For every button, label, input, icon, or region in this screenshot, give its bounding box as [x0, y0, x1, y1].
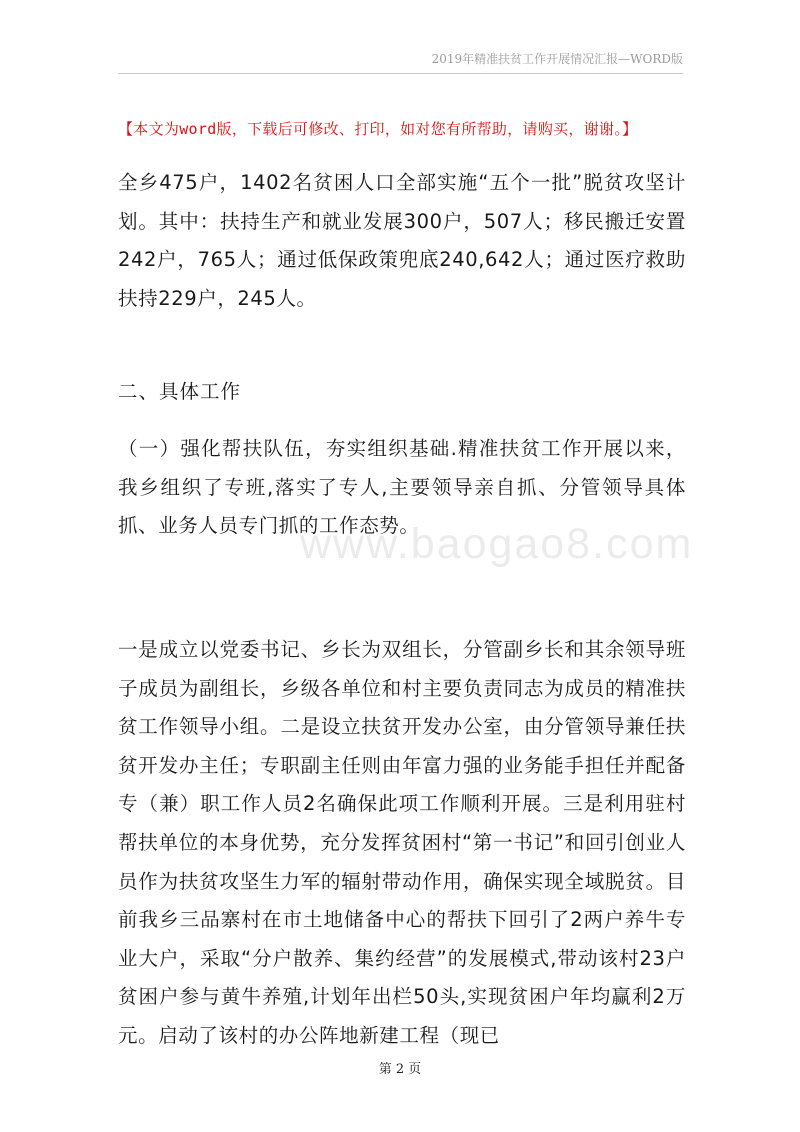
running-header: 2019年精准扶贫工作开展情况汇报—WORD版 [431, 52, 683, 66]
download-notice: 【本文为word版，下载后可修改、打印，如对您有所帮助，请购买，谢谢。】 [118, 120, 638, 138]
section-heading: 二、具体工作 [118, 380, 242, 403]
paragraph-measures: 一是成立以党委书记、乡长为双组长，分管副乡长和其余领导班子成员为副组长，乡级各单位和村主要负责同志为成员的精准扶贫工作领导小组。二是设立扶贫开发办公室，由分管领导兼任扶贫开发办主任；专职副主任则由年富力强的业务能手担任并配备专（兼）职工作人员2名确保此项工作顺利开展。三是利用驻村帮扶单位的本身优势，充分发挥贫困村“第一书记”和回引创业人员作为扶贫攻坚生力军的辐射带动作用，确保实现全域脱贫。目前我乡三品寨村在市土地储备中心的帮扶下回引了2两户养牛专业大户，采取“分户散养、集约经营”的发展模式,带动该村23户贫困户参与黄牛养殖,计划年出栏50头,实现贫困户年均赢利2万元。启动了该村的办公阵地新建工程（现已 [118, 638, 686, 1047]
page-number: 第 2 页 [378, 1062, 422, 1077]
paragraph-statistics: 全乡475户，1402名贫困人口全部实施“五个一批”脱贫攻坚计划。其中：扶持生产和就业发展300户，507人；移民搬迁安置242户，765人；通过低保政策兜底240,642人；通过医疗救助扶持229户，245人。 [118, 171, 686, 310]
header-divider [118, 73, 683, 74]
watermark: www.baogao8.com [300, 520, 694, 568]
paragraph-strengthen-team: （一）强化帮扶队伍，夯实组织基础.精准扶贫工作开展以来，我乡组织了专班,落实了专人,主要领导亲自抓、分管领导具体抓、业务人员专门抓的工作态势。 [118, 437, 686, 538]
